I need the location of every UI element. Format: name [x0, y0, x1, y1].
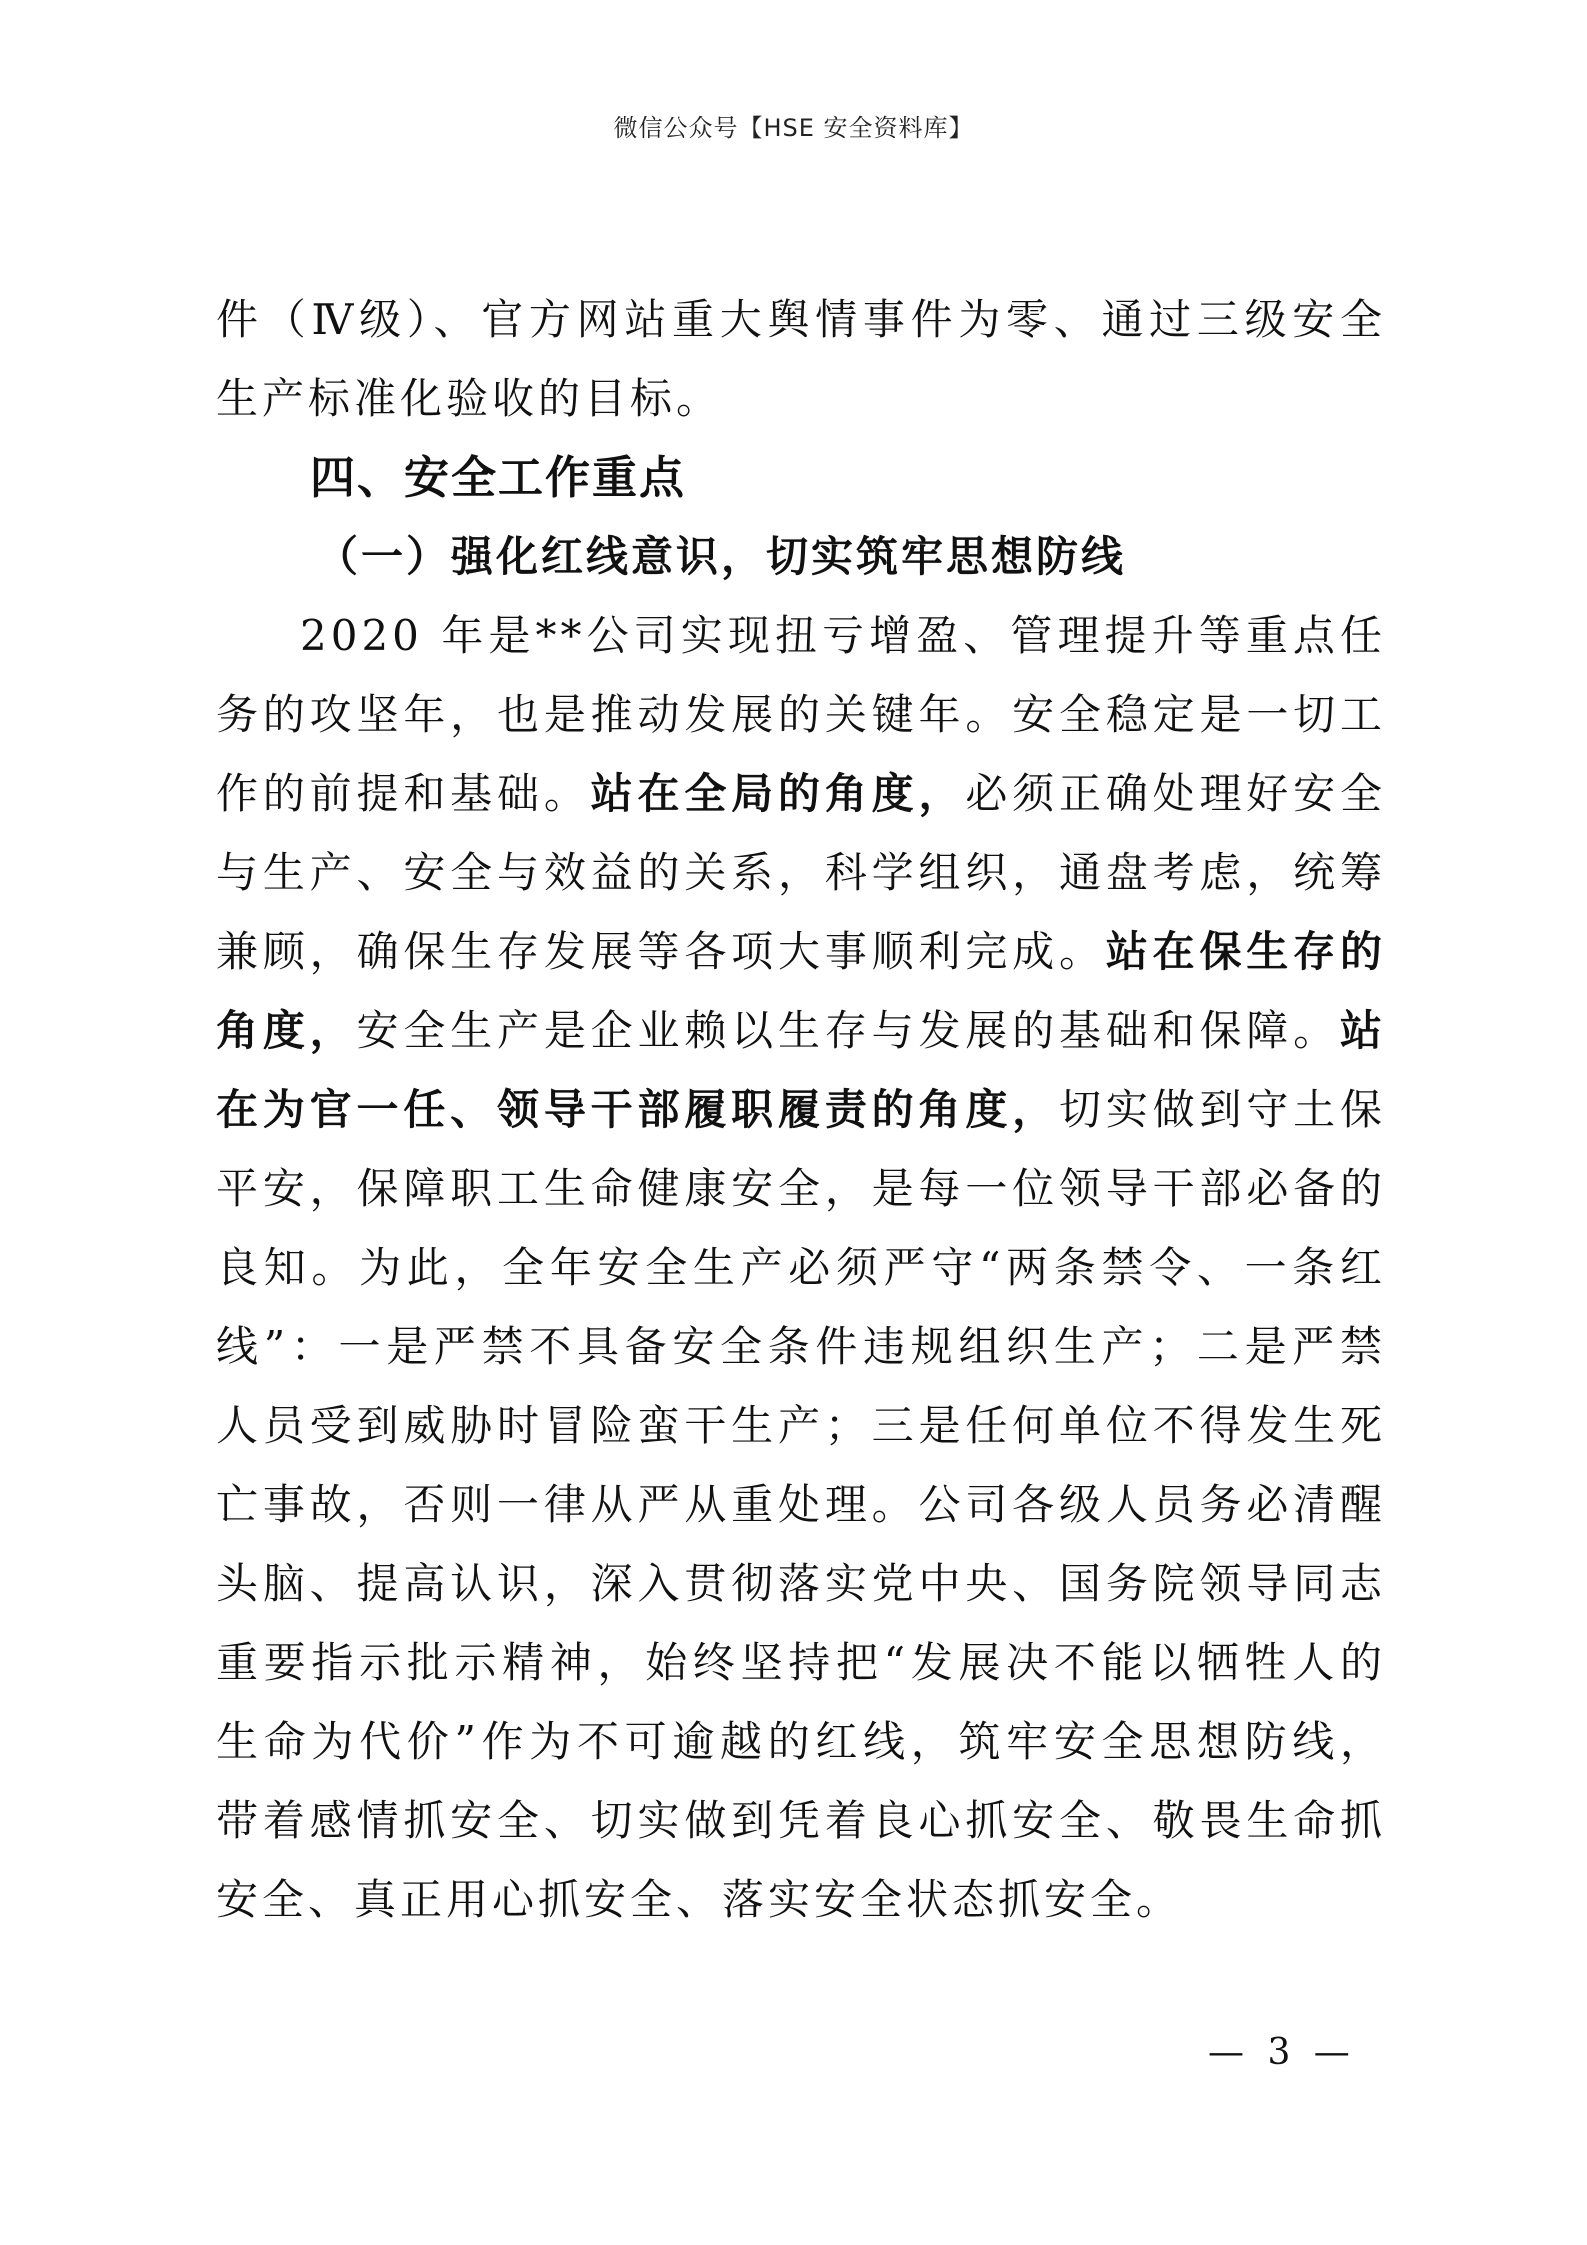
subsection-heading: （一）强化红线意识，切实筑牢思想防线 — [316, 532, 1127, 581]
body-text: 必须正确处理好安全与生产、安全与效益的关系，科学组织，通盘考虑，统筹兼顾，确保生存发展等各项大事顺利完成。 — [216, 769, 1386, 976]
emphasis-text: 站在全局的角度， — [590, 769, 966, 818]
body-text: 切实做到守土保平安，保障职工生命健康安全，是每一位领导干部必备的良知。为此，全年安全生产必须严守“两条禁令、一条红线”：一是严禁不具备安全条件违规组织生产；二是严禁人员受到威胁时冒险蛮干生产；三是任何单位不得发生死亡事故，否则一律从严从重处理。公司各级人员务必清醒头脑、提高认识，深入贯彻落实党中央、国务院领导同志重要指示批示精神，始终坚持把“发展决不能以牺牲人的生命为代价”作为不可逾越的红线，筑牢安全思想防线，带着感情抓安全、切实做到凭着良心抓安全、敬畏生命抓安全、真正用心抓安全、落实安全状态抓安全。 — [216, 1085, 1386, 1924]
document-body — [216, 280, 1386, 1939]
page-number: — 3 — — [1208, 2032, 1356, 2073]
body-paragraph — [216, 596, 1386, 1939]
body-text: 安全生产是企业赖以生存与发展的基础和保障。 — [356, 1006, 1340, 1055]
emphasis-text: 站在为官一任、领导干部履职履责的角度， — [216, 1006, 1386, 1134]
emphasis-text: 站在保生存的角度， — [216, 927, 1386, 1055]
continued-paragraph: 件（Ⅳ级）、官方网站重大舆情事件为零、通过三级安全生产标准化验收的目标。 — [216, 295, 1386, 423]
body-text: 2020 年是**公司实现扭亏增盈、管理提升等重点任务的攻坚年，也是推动发展的关键年。安全稳定是一切工作的前提和基础。 — [216, 611, 1386, 818]
page-header: 微信公众号【HSE 安全资料库】 — [613, 114, 974, 142]
section-heading: 四、安全工作重点 — [310, 451, 687, 504]
